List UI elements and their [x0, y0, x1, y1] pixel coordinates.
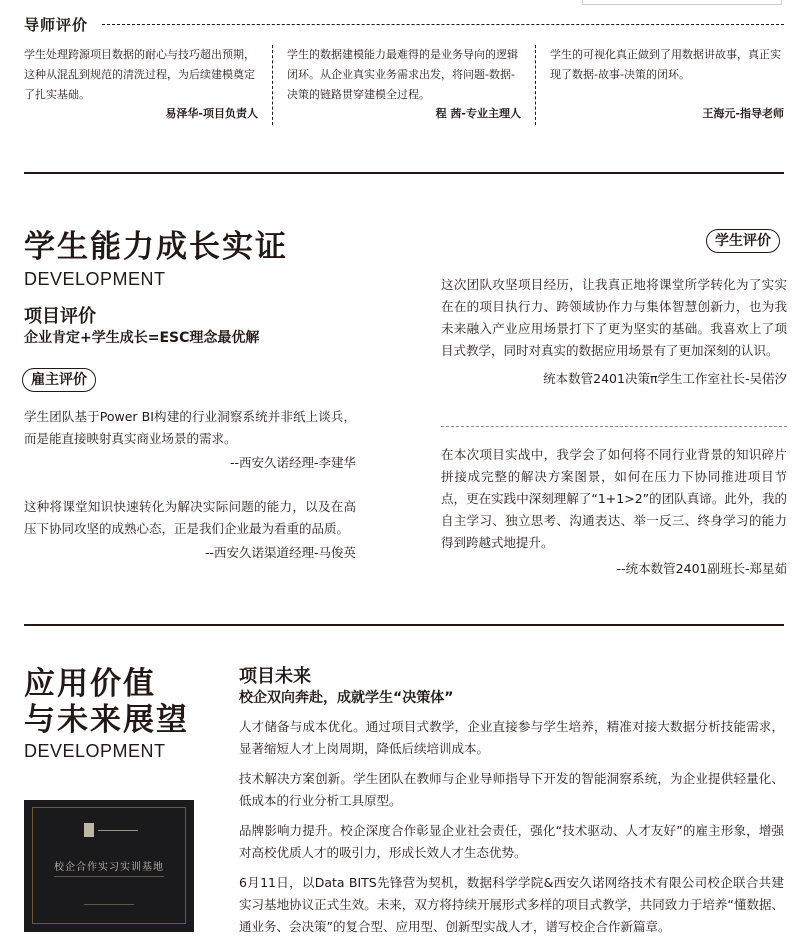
growth-title: 学生能力成长实证	[24, 229, 288, 265]
mentor-review-text: 学生的数据建模能力最难得的是业务导向的逻辑闭环。从企业真实业务需求出发，将问题-数据-决策的链路贯穿建模全过程。	[287, 48, 518, 101]
mentor-review-header	[24, 12, 784, 36]
future-content	[239, 666, 784, 938]
student-label-pill	[706, 229, 780, 253]
student-review-divider	[441, 426, 787, 427]
future-paragraph: 人才储备与成本优化。通过项目式教学，企业直接参与学生培养，精准对接大数据分析技能需求，显著缩短人才上岗周期，降低后续培训成本。	[239, 719, 784, 756]
growth-subtitle-en: DEVELOPMENT	[24, 269, 166, 289]
employer-review-author: --西安久诺渠道经理-马俊英	[204, 545, 356, 560]
section-divider	[24, 624, 784, 626]
project-future-subtitle: 校企双向奔赴，成就学生“决策体”	[239, 690, 454, 706]
employer-review-card	[24, 496, 356, 564]
mentor-review-text: 学生的可视化真正做到了用数据讲故事，真正实现了数据-故事-决策的闭环。	[550, 48, 781, 81]
future-paragraph: 品牌影响力提升。校企深度合作彰显企业社会责任，强化“技术驱动、人才友好”的雇主形象，增强对高校优质人才的吸引力，形成长效人才生态优势。	[239, 823, 784, 860]
student-review-text: 在本次项目实战中，我学会了如何将不同行业背景的知识碎片拼接成完整的解决方案图景，如何在压力下协同推进项目节点，更在实践中深刻理解了“1+1>2”的团队真谛。此外，我的自主学习、独立思考、沟通表达、举一反三、终身学习的能力得到跨越式地提升。	[441, 447, 787, 550]
mentor-review-author: 程 茜-专业主理人	[435, 107, 521, 120]
future-paragraph: 技术解决方案创新。学生团队在教师与企业导师指导下开发的智能洞察系统，为企业提供轻量化、低成本的行业分析工具原型。	[239, 771, 784, 808]
mentor-review-card	[24, 45, 272, 125]
student-review-text: 这次团队攻坚项目经历，让我真正地将课堂所学转化为了实实在在的项目执行力、跨领域协作力与集体智慧创新力，也为我未来融入产业应用场景打下了更为坚实的基础。我喜欢上了项目式教学，同时对真实的数据应用场景有了更加深刻的认识。	[441, 277, 787, 358]
header-dashed-divider	[102, 24, 784, 25]
project-review-subtitle: 企业肯定+学生成长=ESC理念最优解	[24, 330, 260, 346]
student-review-author: --统本数管2401副班长-郑星茹	[616, 561, 787, 576]
plaque-footer-line	[84, 904, 134, 905]
section-divider	[24, 172, 784, 174]
base-plaque-photo	[24, 800, 194, 932]
employer-review-text: 学生团队基于Power BI构建的行业洞察系统并非纸上谈兵，而是能直接映射真实商业场景的需求。	[24, 409, 356, 446]
mentor-review-columns	[24, 45, 784, 125]
future-paragraph: 6月11日，以Data BITS先锋营为契机，数据科学学院&西安久诺网络技术有限公司校企联合共建实习基地协议正式生效。未来，双方将持续开展形式多样的项目式教学，共同致力于培养“懂数据、通业务、会决策”的复合型、应用型、创新型实战人才，谱写校企合作新篇章。	[239, 875, 784, 934]
mentor-review-author: 王海元-指导老师	[702, 107, 784, 120]
plaque-subtitle-line	[54, 876, 164, 879]
future-subtitle-en: DEVELOPMENT	[24, 741, 166, 761]
mentor-review-card	[535, 45, 784, 125]
future-title-block	[24, 666, 189, 762]
future-title-line2: 与未来展望	[24, 702, 189, 738]
student-review-card	[441, 444, 787, 580]
future-title-line1: 应用价值	[24, 666, 156, 702]
mentor-review-title: 导师评价	[24, 15, 89, 34]
growth-title-block	[24, 228, 288, 290]
mentor-review-card	[272, 45, 535, 125]
project-review-heading	[24, 306, 364, 348]
project-future-title: 项目未来	[239, 666, 311, 687]
mentor-review-text: 学生处理跨源项目数据的耐心与技巧超出预期，这种从混乱到规范的清洗过程，为后续建模奠定了扎实基础。	[24, 48, 255, 101]
employer-review-text: 这种将课堂知识快速转化为解决实际问题的能力，以及在高压下协同攻坚的成熟心态，正是我们企业最为看重的品质。	[24, 499, 356, 536]
student-review-card	[441, 274, 787, 390]
plaque-logo-icon	[84, 822, 138, 838]
employer-label: 雇主评价	[22, 368, 96, 392]
employer-review-card	[24, 406, 356, 474]
top-cutoff-box	[582, 0, 782, 5]
student-label: 学生评价	[706, 229, 780, 253]
plaque-title: 校企合作实习实训基地	[54, 862, 164, 873]
project-review-title: 项目评价	[24, 306, 96, 327]
student-review-author: 统本数管2401决策π学生工作室社长-吴偌汐	[543, 371, 787, 386]
employer-label-pill	[22, 368, 96, 392]
mentor-review-author: 易泽华-项目负责人	[165, 107, 258, 120]
employer-review-author: --西安久诺经理-李建华	[229, 455, 356, 470]
